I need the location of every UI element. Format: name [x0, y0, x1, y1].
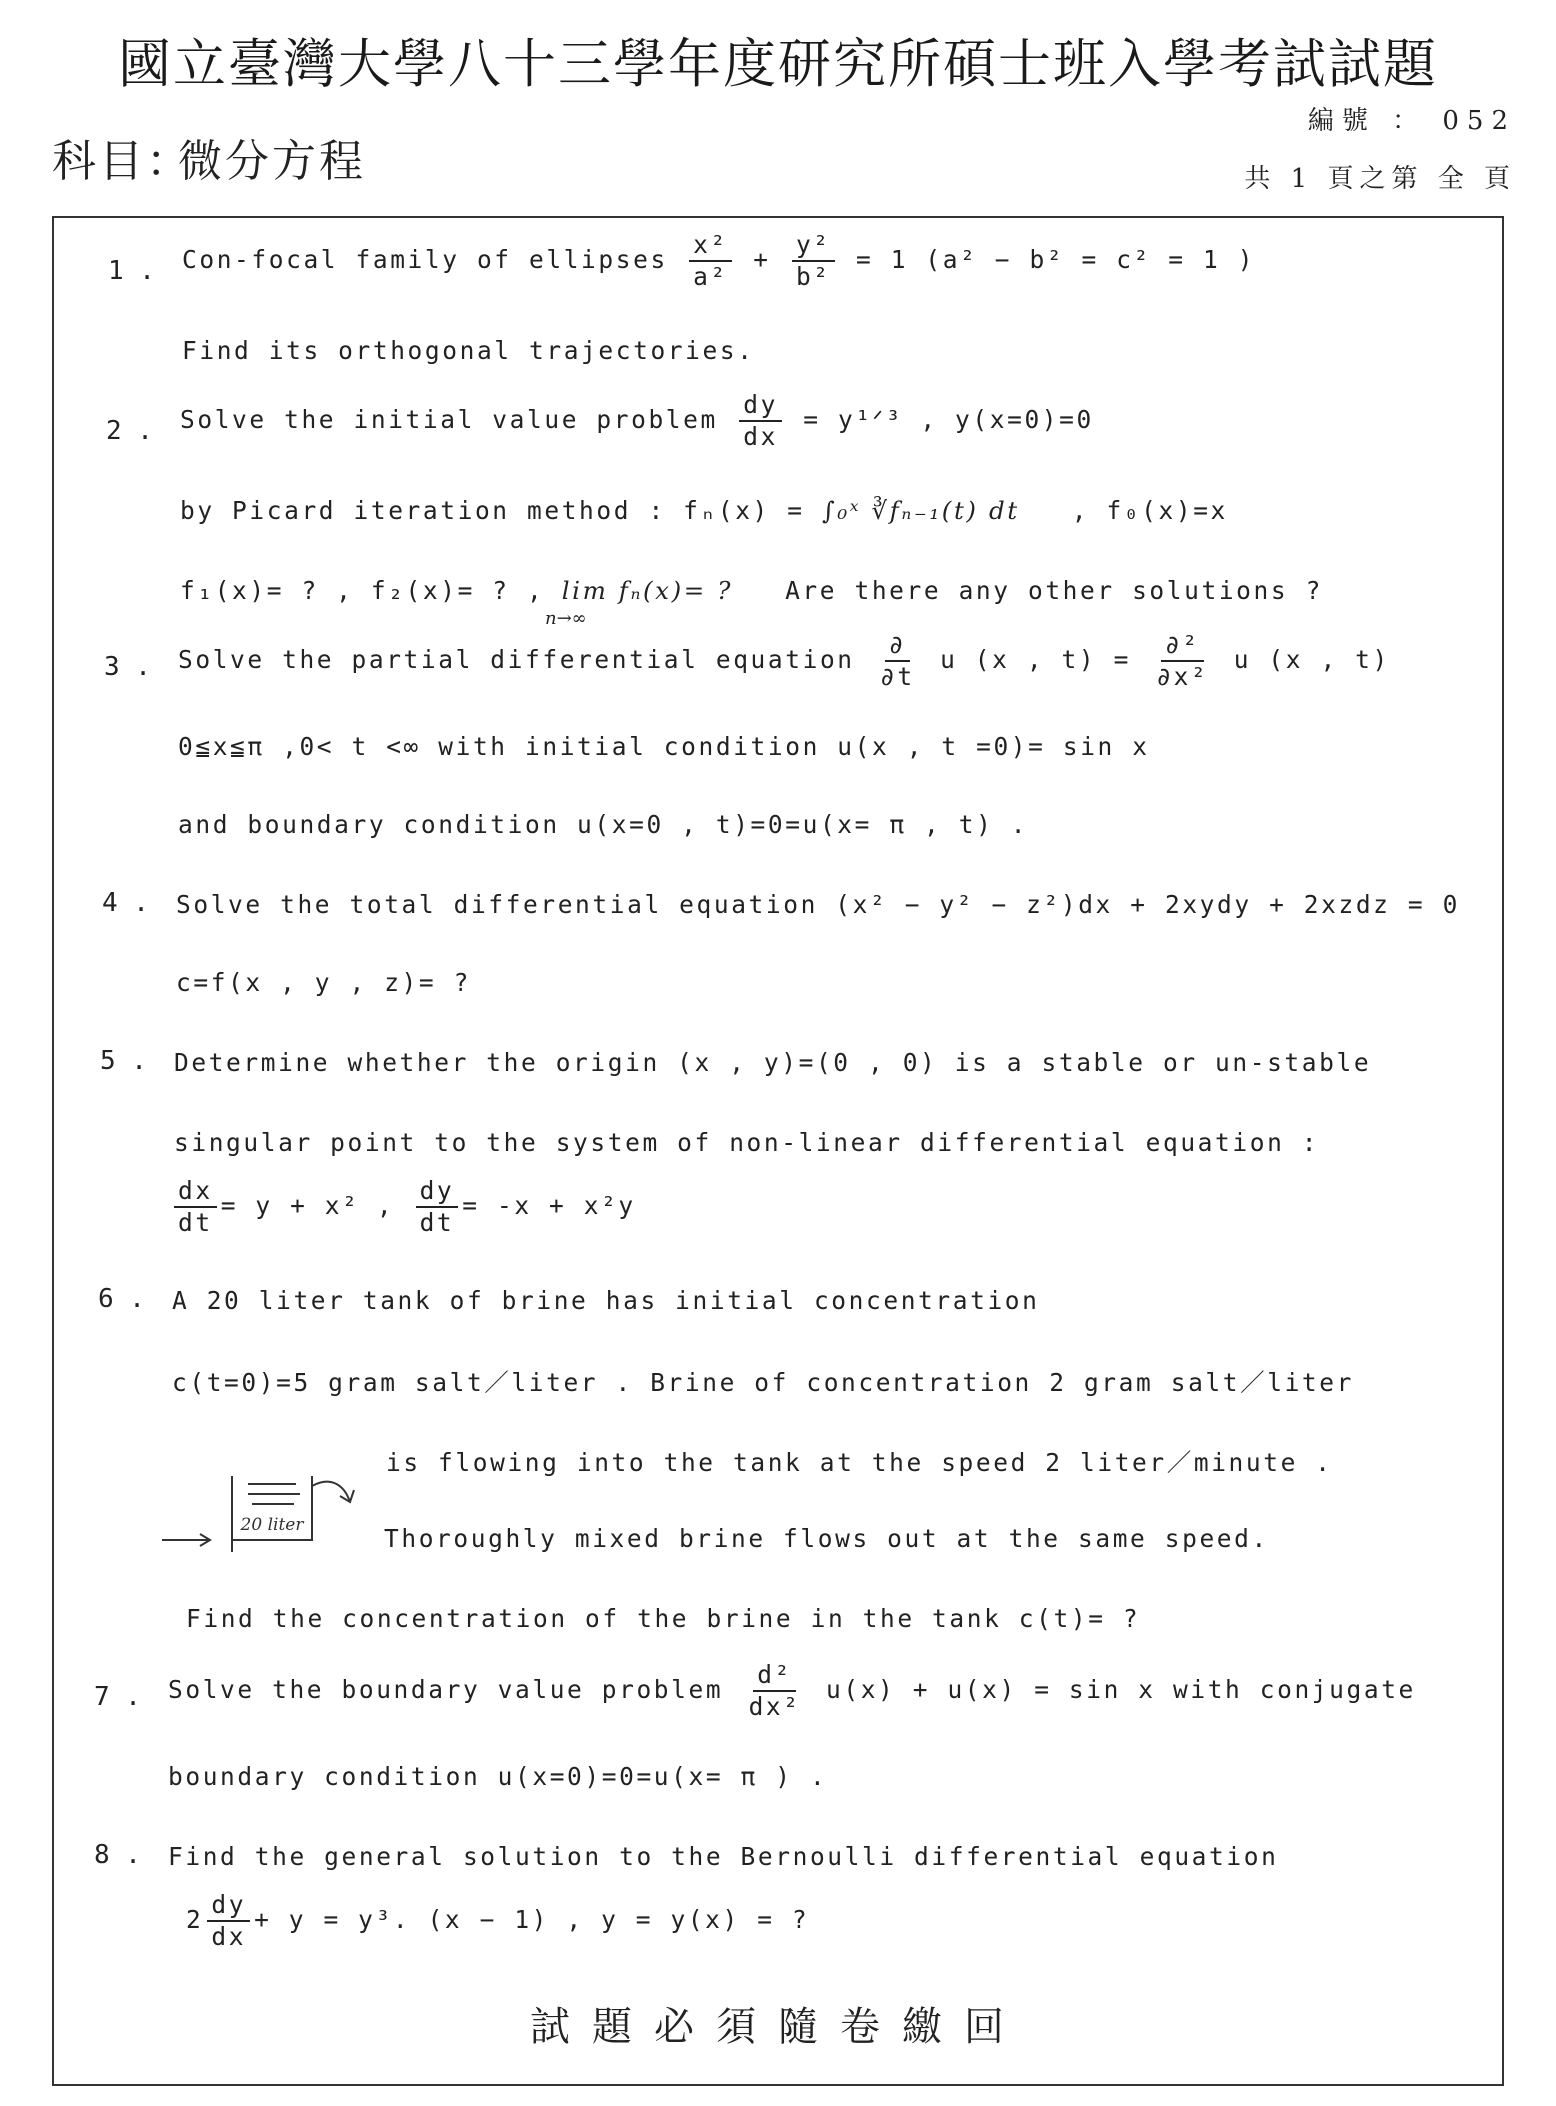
question-8-equation: 2 $\frac{dy}{dx}$ + y = y³. (x − 1) , y = y(x) = ? — [186, 1890, 810, 1951]
fraction: $\frac{dy}{dx}$ — [739, 390, 782, 452]
fraction: $\frac{dy}{dx}$ — [207, 1890, 250, 1952]
exam-title: 國立臺灣大學八十三學年度研究所碩士班入學考試試題 — [118, 34, 1438, 95]
fraction: $\frac{\text{x²}}{\text{a²}}$ — [689, 230, 732, 292]
fraction: ∂ ∂t — [880, 630, 915, 691]
question-number: 8 . — [94, 1840, 141, 1870]
tank-label: 20 liter — [240, 1515, 304, 1535]
question-6-line-2: c(t=0)=5 gram salt／liter . Brine of concentration 2 gram salt／liter — [172, 1368, 1354, 1397]
limit-subscript: n→∞ — [545, 608, 587, 629]
exam-code: 編號 ： 052 — [1307, 106, 1516, 136]
question-2-line-2: by Picard iteration method : fₙ(x) = ∫₀ˣ ∛fₙ₋₁(t) dt , f₀(x)=x — [180, 496, 1228, 525]
question-5-line-2: singular point to the system of non-linear differential equation : — [174, 1128, 1320, 1157]
question-5-system: $\frac{dx}{dt}$ = y + x² , $\frac{dy}{dt}$ = -x + x²y — [170, 1176, 636, 1238]
page-count: 共 1 頁之第 全 頁 — [1244, 164, 1516, 194]
question-4-line-1: Solve the total differential equation (x² − y² − z²)dx + 2xydy + 2xzdz = 0 — [176, 890, 1460, 919]
question-number: 2 . — [106, 416, 153, 446]
question-number: 6 . — [98, 1284, 145, 1314]
fraction: ∂² ∂x² — [1156, 630, 1209, 691]
subject-label: 科目： — [52, 136, 193, 187]
question-number: 4 . — [102, 888, 149, 918]
question-6-line-4: Thoroughly mixed brine flows out at the same speed. — [384, 1524, 1269, 1553]
question-3-line-3: and boundary condition u(x=0 , t)=0=u(x= π , t) . — [178, 810, 1029, 839]
question-2-line-1: Solve the initial value problem $\frac{dy}{dx}$ = y¹ᐟ³ , y(x=0)=0 — [180, 390, 1094, 451]
question-3-line-2: 0≦x≦π ,0< t <∞ with initial condition u(x , t =0)= sin x — [178, 732, 1150, 761]
question-number: 7 . — [94, 1682, 141, 1712]
footer-note: 試題必須隨卷繳回 — [530, 2004, 1026, 2050]
question-3-line-1: Solve the partial differential equation ∂ ∂t u (x , t) = ∂² ∂x² u (x , t) — [178, 630, 1390, 691]
tank-sketch — [160, 1468, 360, 1568]
fraction: $\frac{\text{y²}}{\text{b²}}$ — [792, 230, 835, 292]
question-number: 1 . — [108, 256, 155, 286]
question-1-line-1: Con-focal family of ellipses $\frac{\text{x²}}{\text{a²}}$ + $\frac{\text{y²}}{\text{b²}}$ = 1 (a² − b² = c² = 1 ) — [182, 230, 1256, 291]
subject-name: 微分方程 — [178, 136, 366, 187]
question-6-line-1: A 20 liter tank of brine has initial concentration — [172, 1286, 1040, 1315]
question-1-line-2: Find its orthogonal trajectories. — [182, 336, 755, 365]
fraction: $\frac{dy}{dt}$ — [416, 1176, 459, 1238]
question-7-line-2: boundary condition u(x=0)=0=u(x= π ) . — [168, 1762, 828, 1791]
fraction: $\frac{dx}{dt}$ — [174, 1176, 217, 1238]
question-number: 3 . — [104, 652, 151, 682]
question-7-line-1: Solve the boundary value problem $\frac{\text{d²}}{\text{dx²}}$ u(x) + u(x) = sin x with conjugate — [168, 1660, 1416, 1721]
question-6-line-3: is flowing into the tank at the speed 2 liter／minute . — [386, 1448, 1333, 1477]
question-6-line-5: Find the concentration of the brine in the tank c(t)= ? — [186, 1604, 1141, 1633]
question-number: 5 . — [100, 1046, 147, 1076]
question-2-line-3: f₁(x)= ? , f₂(x)= ? , lim fₙ(x)= ? Are there any other solutions ? — [180, 576, 1323, 605]
fraction: $\frac{\text{d²}}{\text{dx²}}$ — [748, 1660, 801, 1721]
question-8-line-1: Find the general solution to the Bernoulli differential equation — [168, 1842, 1279, 1871]
question-4-line-2: c=f(x , y , z)= ? — [176, 968, 471, 997]
question-5-line-1: Determine whether the origin (x , y)=(0 , 0) is a stable or un-stable — [174, 1048, 1372, 1077]
